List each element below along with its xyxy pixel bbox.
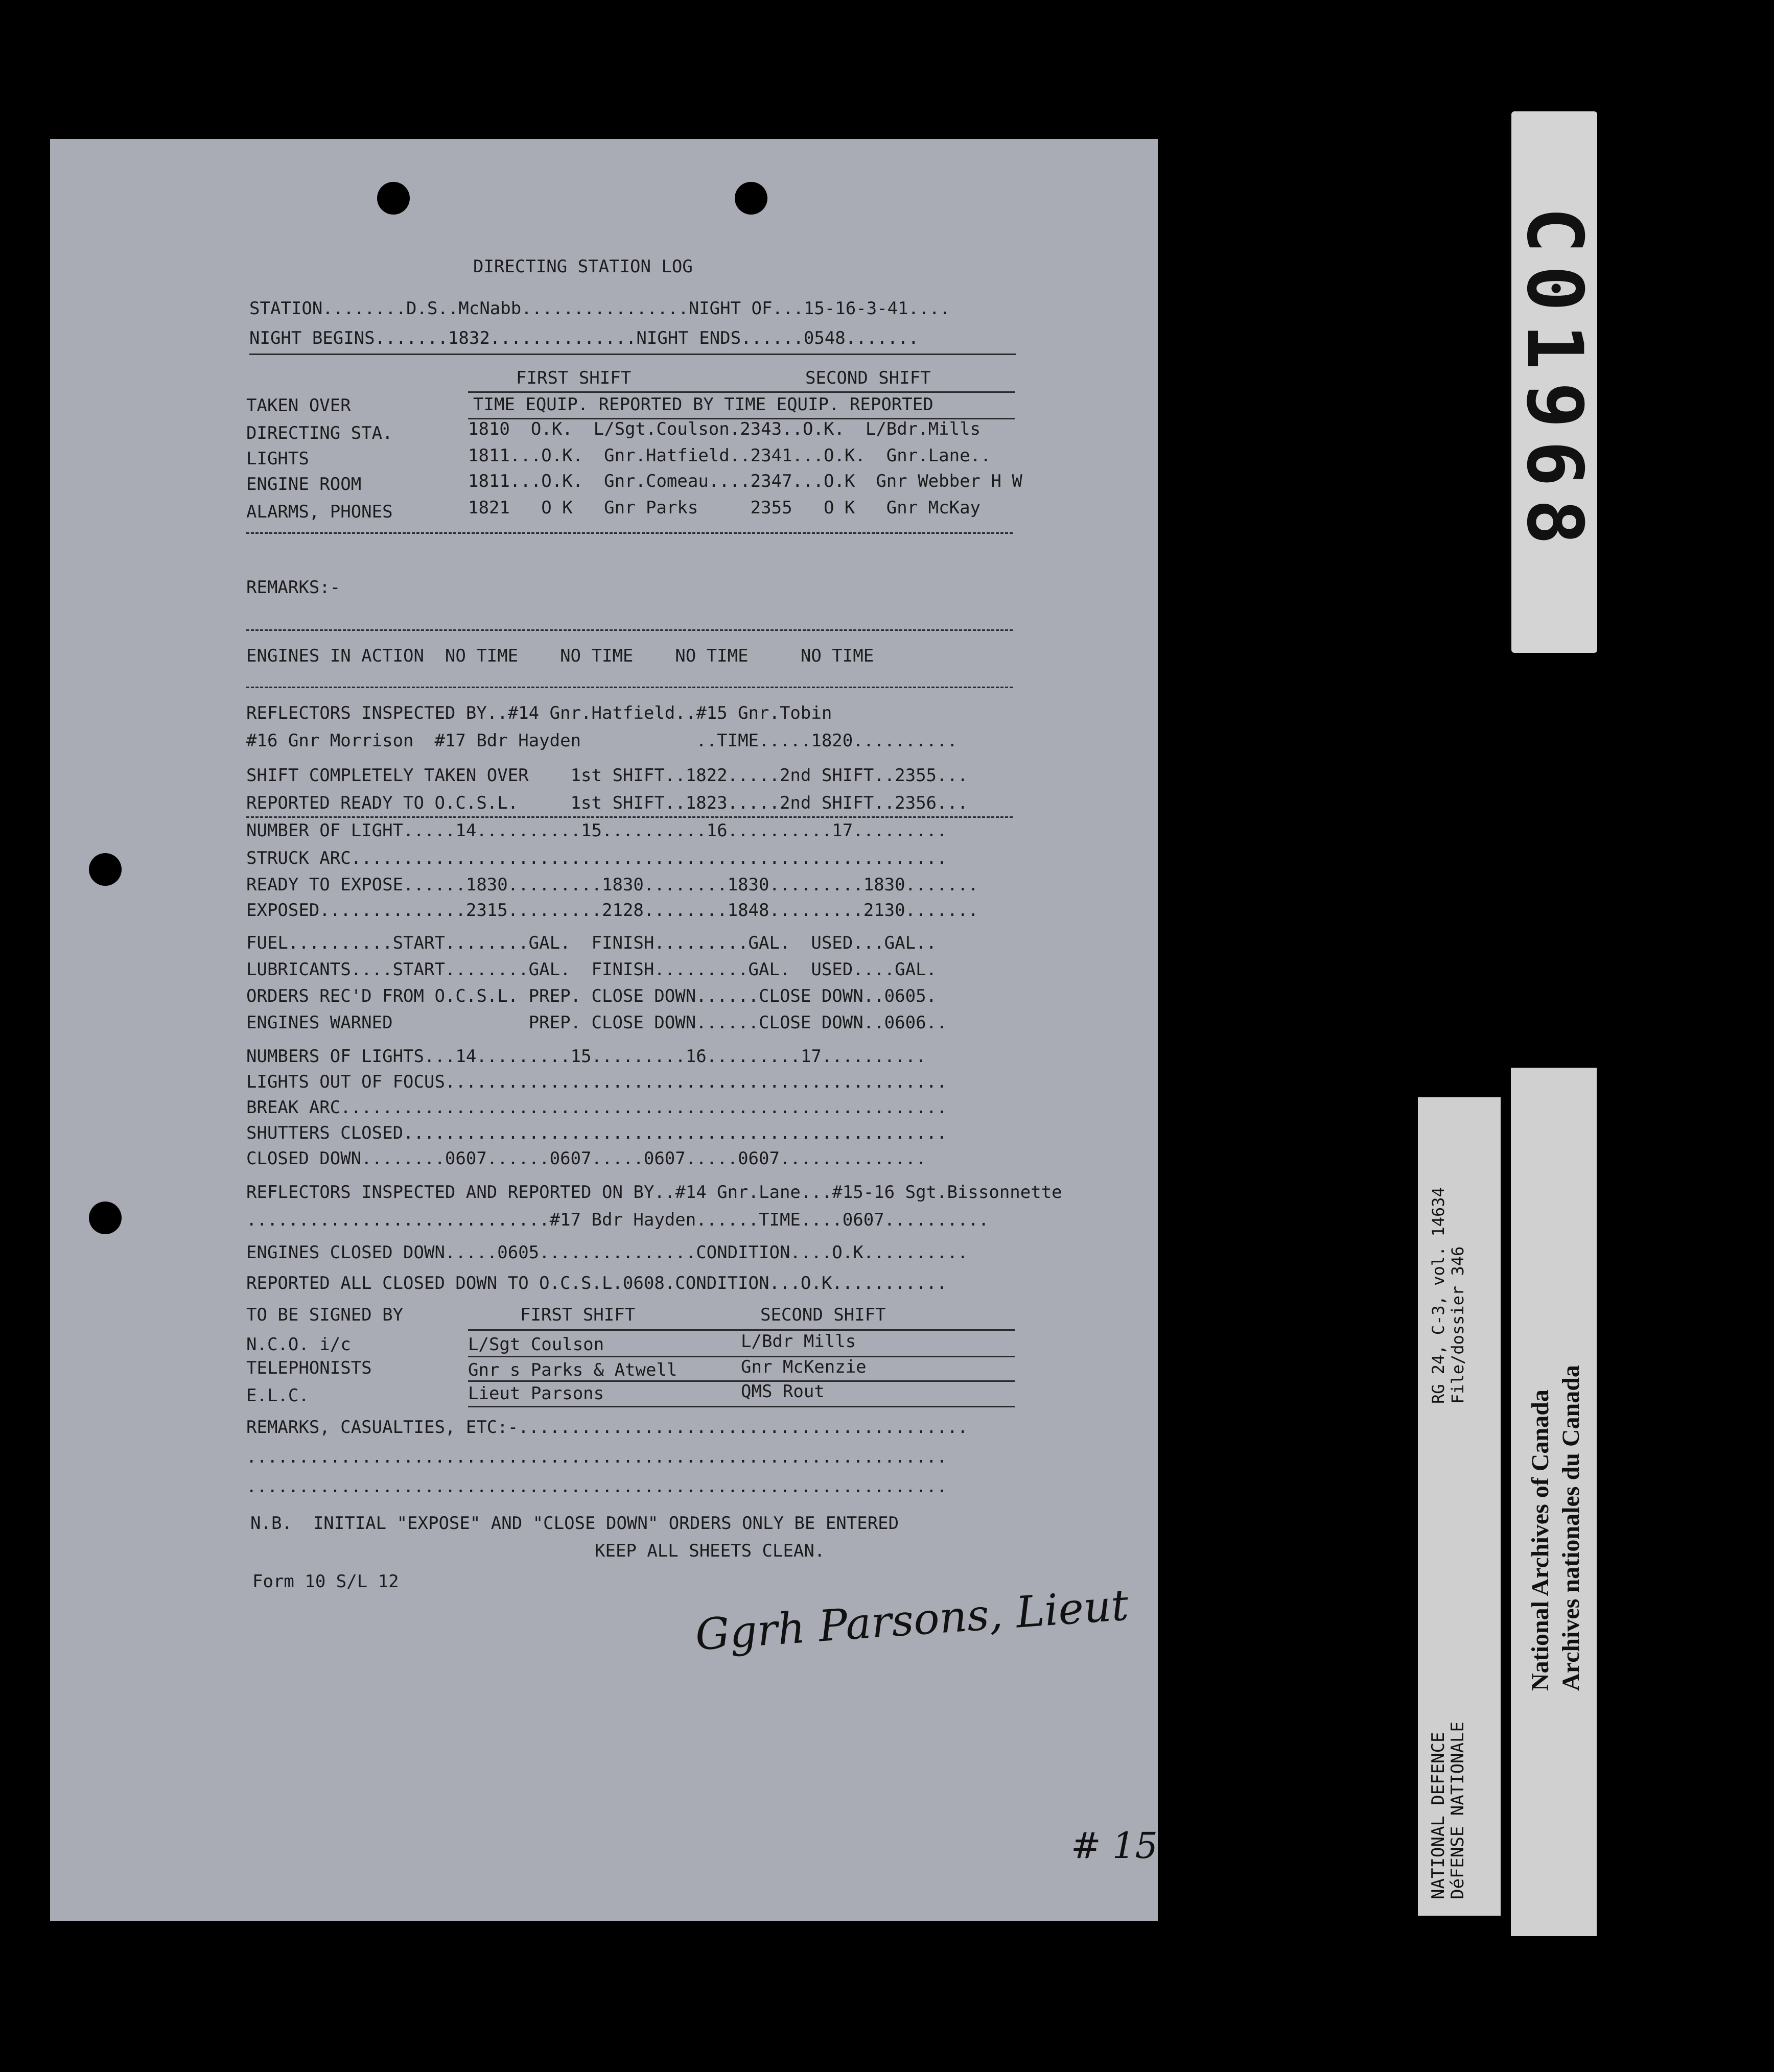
log-row: EXPOSED..............2315.........2128........1848.........2130....... bbox=[246, 900, 978, 921]
column-headings: TIME EQUIP. REPORTED BY TIME EQUIP. REPORTED bbox=[473, 394, 933, 415]
log-row: ENGINES WARNED PREP. CLOSE DOWN......CLOSE DOWN..0606.. bbox=[246, 1013, 947, 1033]
close-row: ENGINES CLOSED DOWN.....0605...............CONDITION....O.K.......... bbox=[246, 1242, 968, 1263]
shift-row-values: 1821 O K Gnr Parks 2355 O K Gnr McKay bbox=[468, 498, 981, 518]
station-line: STATION........D.S..McNabb................NIGHT OF...15-16-3-41.... bbox=[249, 298, 950, 319]
punch-hole bbox=[377, 182, 410, 215]
close-row: CLOSED DOWN........0607......0607.....0607.....0607.............. bbox=[246, 1148, 926, 1169]
reflectors-inspected-cont: #16 Gnr Morrison #17 Bdr Hayden ..TIME.....1820.......... bbox=[246, 731, 958, 751]
sig-second: QMS Rout bbox=[741, 1381, 825, 1402]
national-defence-label bbox=[1418, 1097, 1501, 1916]
log-row: LUBRICANTS....START........GAL. FINISH.........GAL. USED....GAL. bbox=[246, 959, 937, 980]
close-row: SHUTTERS CLOSED.................................................... bbox=[246, 1123, 947, 1143]
form-title: DIRECTING STATION LOG bbox=[473, 256, 693, 277]
nb-note-2: KEEP ALL SHEETS CLEAN. bbox=[595, 1541, 825, 1561]
sig-first: Lieut Parsons bbox=[468, 1383, 604, 1404]
reference-line-2: File/dossier 346 bbox=[1448, 1246, 1467, 1404]
nb-note: N.B. INITIAL "EXPOSE" AND "CLOSE DOWN" ORDERS ONLY BE ENTERED bbox=[250, 1513, 899, 1534]
signed-by-label: TO BE SIGNED BY bbox=[246, 1305, 404, 1325]
na-line-2: Archives nationales du Canada bbox=[1557, 1365, 1584, 1691]
nd-line-1: NATIONAL DEFENCE bbox=[1428, 1732, 1449, 1899]
sig-first: L/Sgt Coulson bbox=[468, 1334, 604, 1355]
log-row: REPORTED READY TO O.C.S.L. 1st SHIFT..1823.....2nd SHIFT..2356... bbox=[246, 793, 968, 813]
shift-row-label: ENGINE ROOM bbox=[246, 474, 362, 495]
shift-row-label: ALARMS, PHONES bbox=[246, 502, 393, 522]
form-number: Form 10 S/L 12 bbox=[252, 1571, 399, 1592]
taken-over-label: TAKEN OVER bbox=[246, 395, 351, 416]
remarks-dots: ................................................................... bbox=[246, 1447, 947, 1467]
log-row: FUEL..........START........GAL. FINISH.........GAL. USED...GAL.. bbox=[246, 933, 937, 953]
reel-number-strip bbox=[1511, 111, 1597, 653]
shift-row-values: 1810 O.K. L/Sgt.Coulson.2343..O.K. L/Bdr.Mills bbox=[468, 419, 981, 439]
log-row: ORDERS REC'D FROM O.C.S.L. PREP. CLOSE DOWN......CLOSE DOWN..0605. bbox=[246, 986, 937, 1006]
sig-second: L/Bdr Mills bbox=[741, 1331, 856, 1352]
first-shift-heading: FIRST SHIFT bbox=[516, 368, 632, 388]
signature: Ggrh Parsons, Lieut bbox=[693, 1580, 1130, 1660]
close-row: BREAK ARC.......................................................... bbox=[246, 1097, 947, 1118]
sig-role: TELEPHONISTS bbox=[246, 1358, 372, 1378]
remarks-casualties: REMARKS, CASUALTIES, ETC:-........................................... bbox=[246, 1417, 968, 1438]
national-archives-label bbox=[1511, 1068, 1597, 1936]
page-number-mark: # 15 bbox=[1071, 1825, 1158, 1867]
sig-role: N.C.O. i/c bbox=[246, 1334, 351, 1355]
shift-row-values: 1811...O.K. Gnr.Comeau....2347...O.K Gnr Webber H W bbox=[468, 471, 1022, 491]
log-row: STRUCK ARC......................................................... bbox=[246, 848, 947, 868]
punch-hole bbox=[89, 1202, 122, 1234]
remarks-label: REMARKS:- bbox=[246, 577, 341, 598]
close-row: NUMBERS OF LIGHTS...14.........15.........16.........17.......... bbox=[246, 1046, 926, 1067]
log-sheet bbox=[50, 139, 1158, 1921]
log-row: NUMBER OF LIGHT.....14..........15..........16..........17......... bbox=[246, 820, 947, 841]
reflectors-inspected: REFLECTORS INSPECTED BY..#14 Gnr.Hatfield..#15 Gnr.Tobin bbox=[246, 703, 832, 723]
reel-number: C01968 bbox=[1510, 207, 1599, 557]
shift-row-values: 1811...O.K. Gnr.Hatfield..2341...O.K. Gnr.Lane.. bbox=[468, 445, 991, 466]
close-row: REPORTED ALL CLOSED DOWN TO O.C.S.L.0608.CONDITION...O.K........... bbox=[246, 1273, 947, 1293]
remarks-dots: ................................................................... bbox=[246, 1476, 947, 1497]
log-row: READY TO EXPOSE......1830.........1830........1830.........1830....... bbox=[246, 875, 978, 895]
close-row: .............................#17 Bdr Hayden......TIME....0607.......... bbox=[246, 1210, 989, 1230]
sig-role: E.L.C. bbox=[246, 1385, 309, 1406]
log-row: SHIFT COMPLETELY TAKEN OVER 1st SHIFT..1822.....2nd SHIFT..2355... bbox=[246, 765, 968, 786]
reference-line-1: RG 24, C-3, vol. 14634 bbox=[1429, 1187, 1448, 1404]
close-row: LIGHTS OUT OF FOCUS................................................ bbox=[246, 1072, 947, 1092]
punch-hole bbox=[735, 182, 767, 215]
night-line: NIGHT BEGINS.......1832..............NIGHT ENDS......0548....... bbox=[249, 328, 919, 348]
sig-first: Gnr s Parks & Atwell bbox=[468, 1360, 678, 1380]
sig-second: Gnr McKenzie bbox=[741, 1357, 867, 1377]
shift-row-label: DIRECTING STA. bbox=[246, 423, 393, 443]
nd-line-2: DéFENSE NATIONALE bbox=[1448, 1722, 1468, 1899]
signed-second-shift: SECOND SHIFT bbox=[760, 1305, 886, 1325]
na-line-1: National Archives of Canada bbox=[1527, 1390, 1554, 1691]
punch-hole bbox=[89, 853, 122, 886]
shift-row-label: LIGHTS bbox=[246, 449, 309, 469]
second-shift-heading: SECOND SHIFT bbox=[805, 368, 931, 388]
close-row: REFLECTORS INSPECTED AND REPORTED ON BY..#14 Gnr.Lane...#15-16 Sgt.Bissonnette bbox=[246, 1182, 1062, 1203]
engines-in-action: ENGINES IN ACTION NO TIME NO TIME NO TIME NO TIME bbox=[246, 646, 874, 666]
signed-first-shift: FIRST SHIFT bbox=[520, 1305, 636, 1325]
